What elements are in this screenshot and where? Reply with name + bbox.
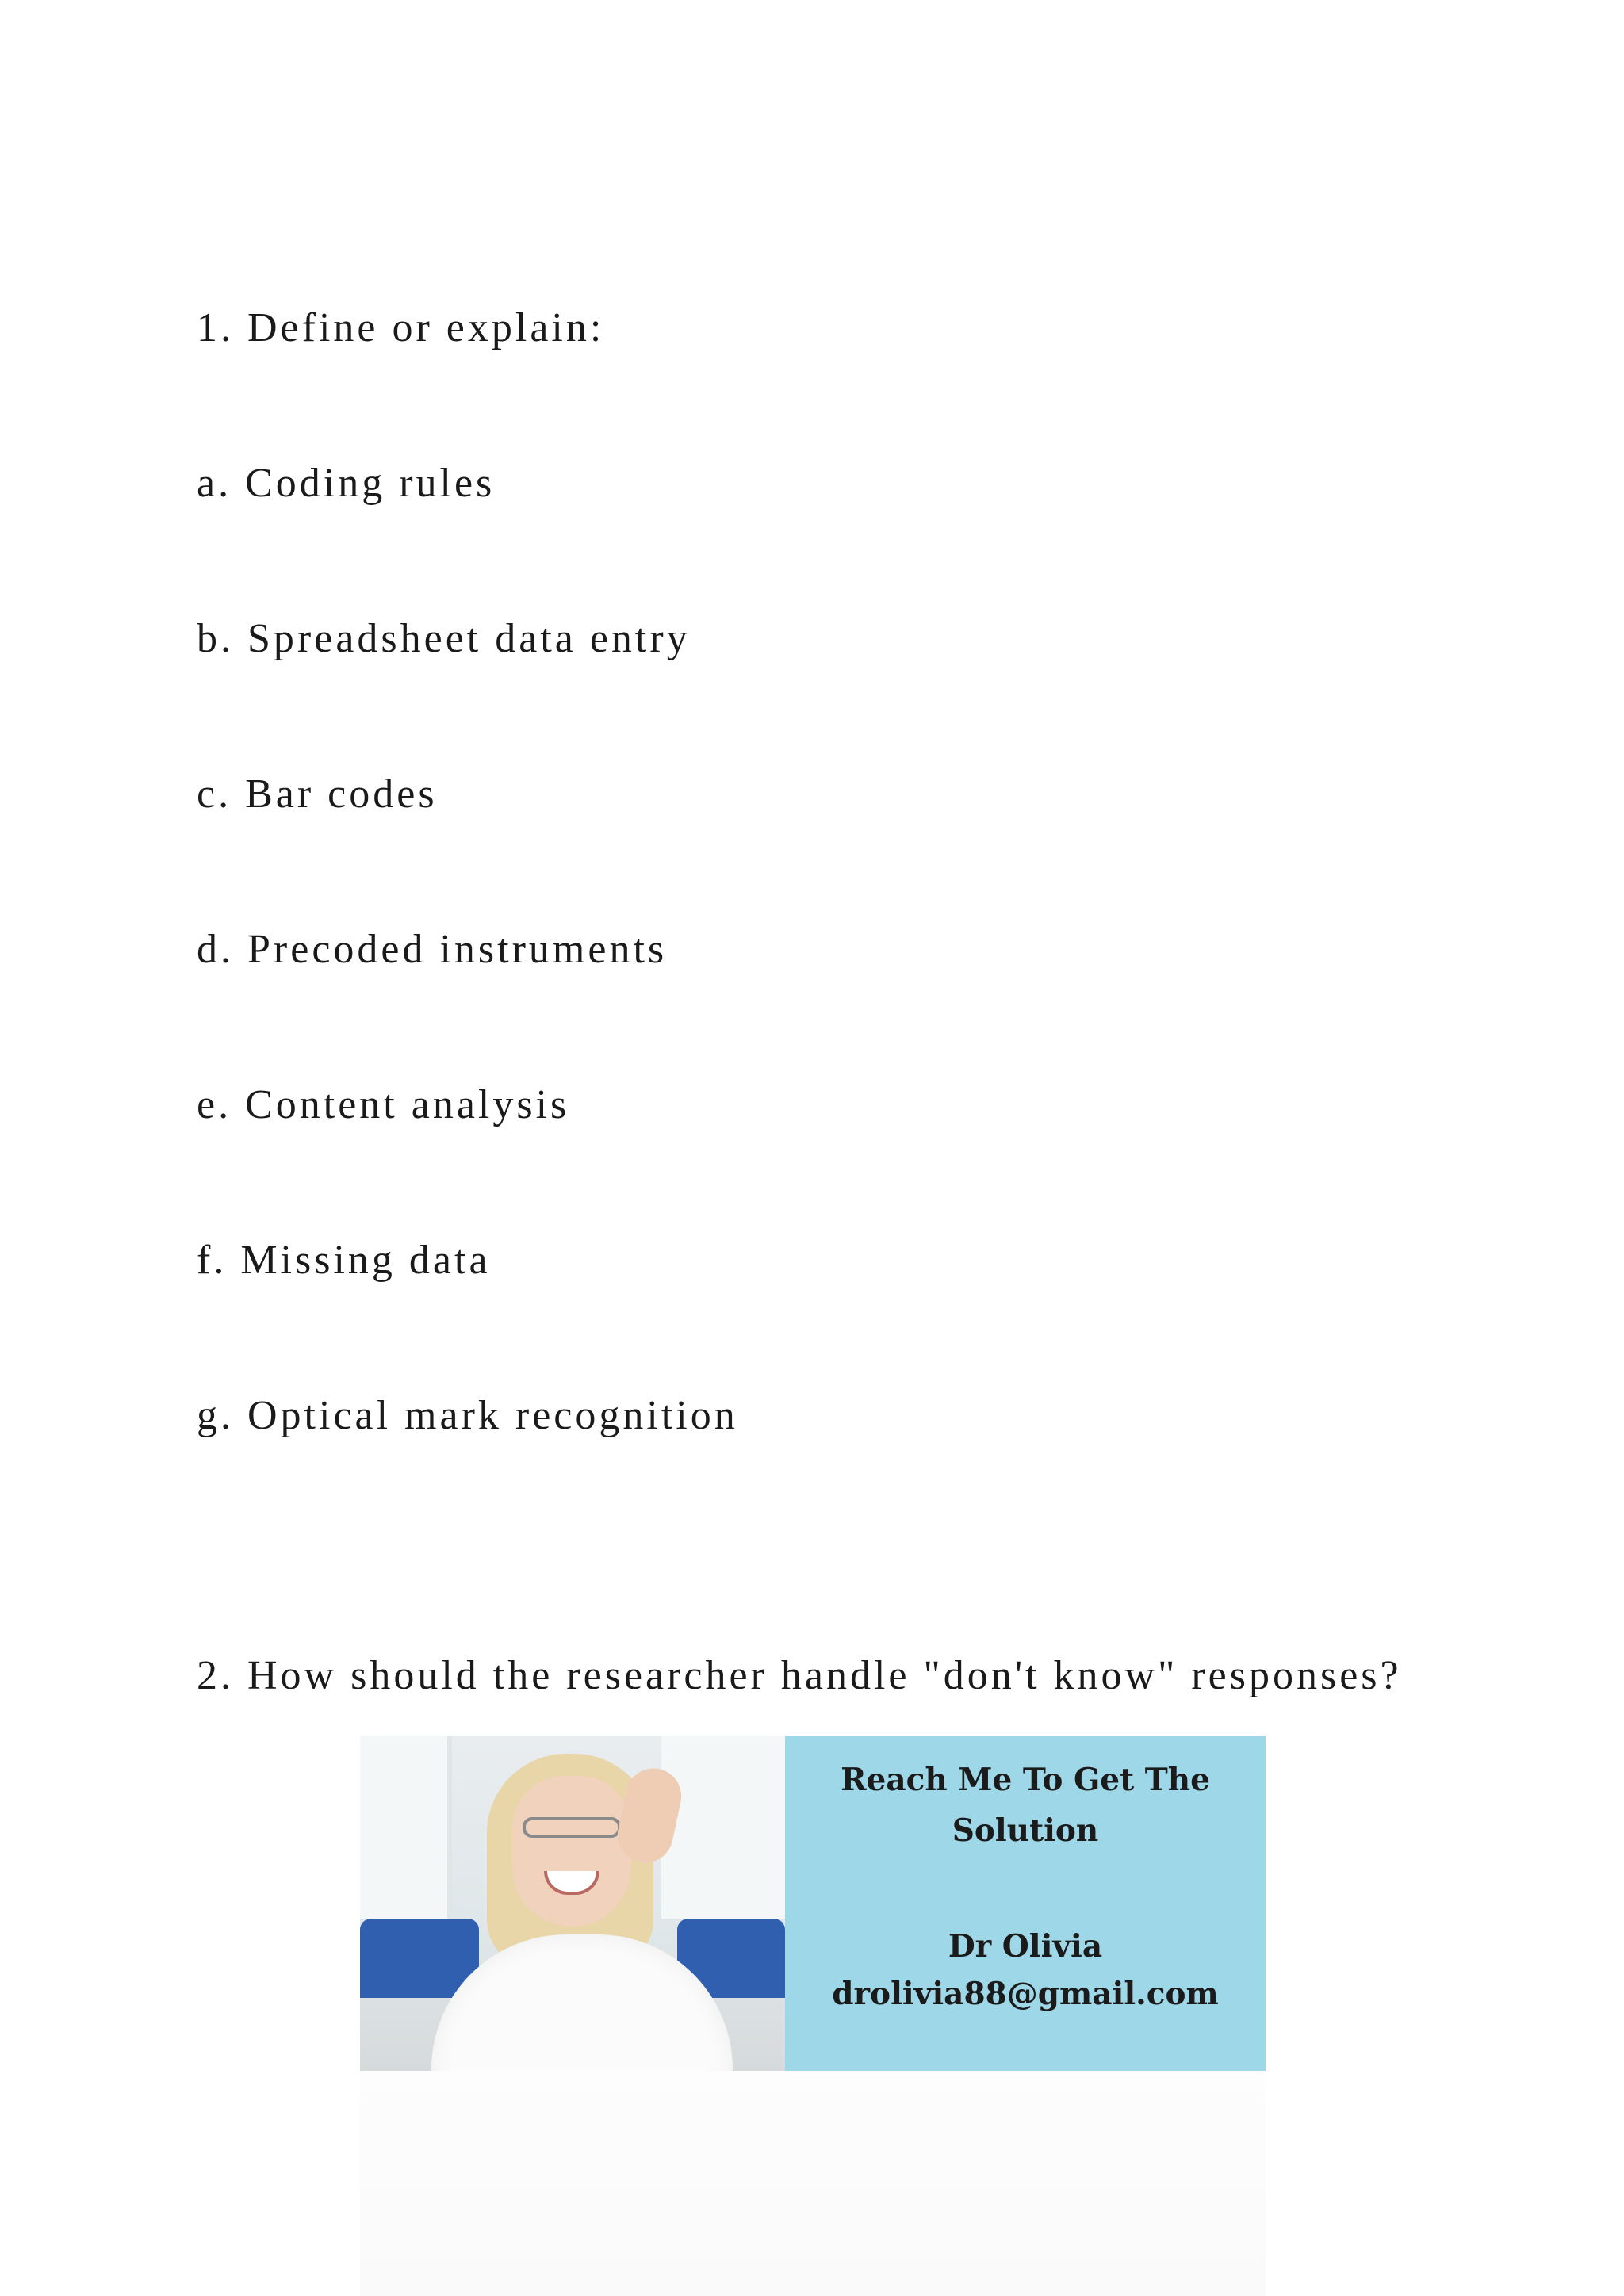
contact-email: drolivia88@gmail.com — [832, 1976, 1219, 2012]
glasses-icon — [523, 1817, 621, 1838]
item-content-analysis: e. Content analysis — [197, 1082, 570, 1127]
face — [512, 1776, 631, 1927]
item-precoded-instruments: d. Precoded instruments — [197, 927, 668, 972]
item-spreadsheet-data-entry: b. Spreadsheet data entry — [197, 616, 691, 661]
item-bar-codes: c. Bar codes — [197, 771, 438, 817]
woman-photo — [360, 1736, 785, 2071]
window-pane — [360, 1736, 452, 1919]
window-pane — [661, 1736, 785, 1919]
item-coding-rules: a. Coding rules — [197, 461, 496, 506]
item-optical-mark-recognition: g. Optical mark recognition — [197, 1393, 738, 1438]
item-missing-data: f. Missing data — [197, 1238, 491, 1283]
banner-heading-line-1: Reach Me To Get The — [841, 1762, 1210, 1798]
question-1: 1. Define or explain: — [197, 305, 605, 350]
banner-heading-line-2: Solution — [952, 1812, 1099, 1849]
contact-panel — [785, 1736, 1266, 2071]
contact-banner — [360, 1736, 1266, 2071]
contact-name: Dr Olivia — [948, 1928, 1103, 1965]
blank-strip — [360, 2071, 1266, 2296]
question-2: 2. How should the researcher handle "don't know" responses? — [197, 1653, 1402, 1698]
